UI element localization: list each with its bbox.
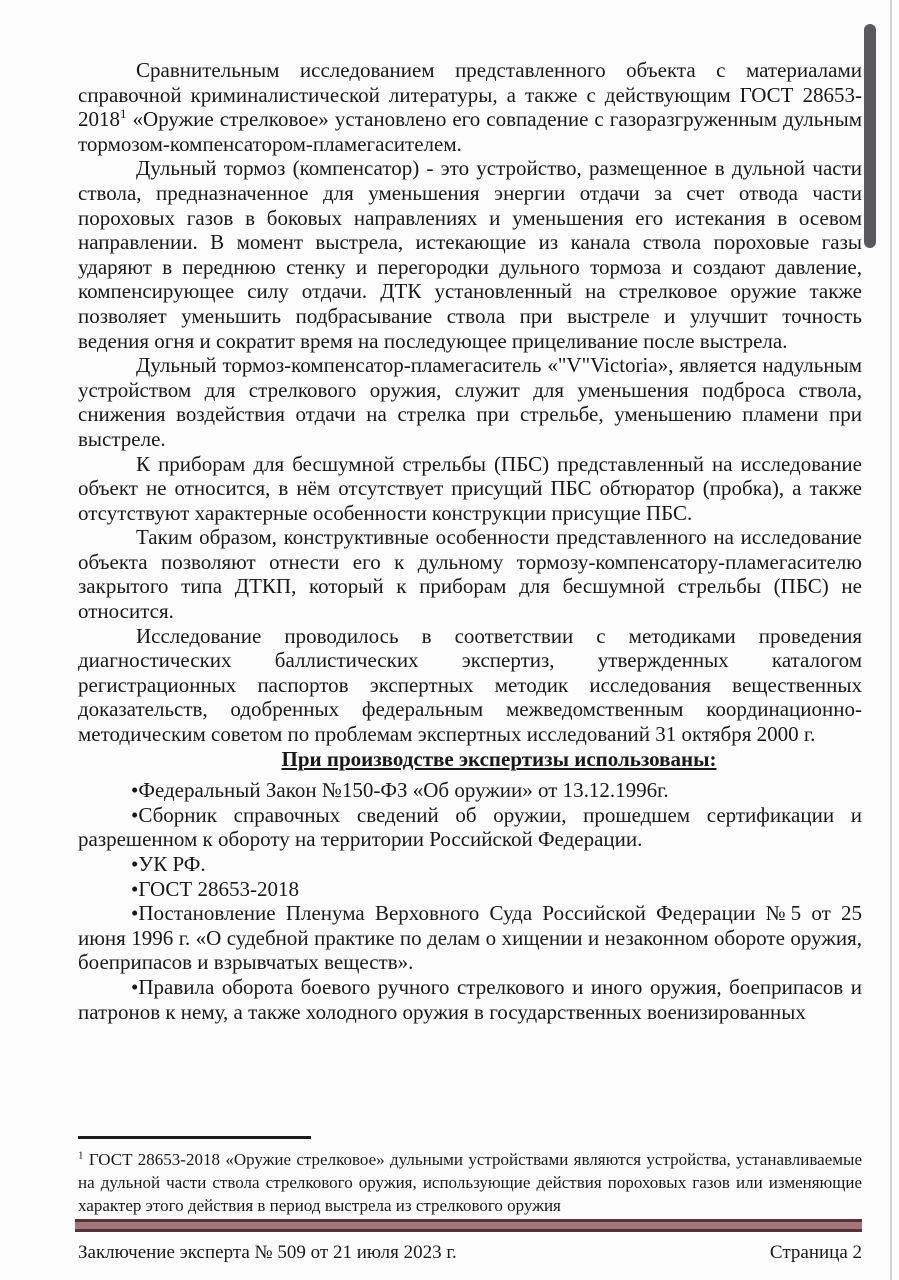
paragraph-pbs-exclusion: К приборам для бесшумной стрельбы (ПБС) представленный на исследование объект не относится, в нём отсутствует присущий ПБС обтюратор (пробка), а также отсутствуют характерные особенности конструкции присущие ПБС.	[78, 451, 862, 525]
paragraph-text: Сравнительным исследованием представленного объекта с материалами справочной криминалистической литературы, а также с действующим ГОСТ 28653-2018	[78, 58, 862, 132]
list-item-text: Сборник справочных сведений об оружии, прошедшем сертификации и разрешенном к обороту на территории Российской Федерации.	[78, 802, 862, 852]
sources-list	[78, 778, 862, 1024]
list-item-text: Постановление Пленума Верховного Суда Российской Федерации №5 от 25 июня 1996 г. «О судебной практике по делам о хищении и незаконном обороте оружия, боеприпасов и взрывчатых веществ».	[78, 901, 862, 975]
list-item-gost	[78, 877, 862, 902]
paragraph-methodology: Исследование проводилось в соответствии с методиками проведения диагностических баллистических экспертиз, утвержденных каталогом регистрационных паспортов экспертных методик исследования вещественных доказательств, одобренных федеральным межведомственным координационно-методическим советом по проблемам экспертных исследований 31 октября 2000 г.	[78, 623, 862, 747]
list-item-text: Правила оборота боевого ручного стрелкового и иного оружия, боеприпасов и патронов к нему, а также холодного оружия в государственных военизированных	[78, 974, 862, 1024]
paragraph-text: «Оружие стрелковое» установлено его совпадение с газоразгруженным дульным тормозом-компенсатором-пламегасителем.	[78, 107, 862, 156]
footnote-separator	[78, 1136, 311, 1139]
paragraph-comparative-research	[78, 58, 862, 156]
footnote	[78, 1148, 862, 1217]
list-item-federal-law	[78, 778, 862, 803]
list-item-text: УК РФ.	[138, 852, 206, 876]
list-item-reference-book	[78, 803, 862, 852]
list-item-criminal-code	[78, 852, 862, 877]
bullet-icon: •	[131, 974, 139, 999]
footnote-text: ГОСТ 28653-2018 «Оружие стрелковое» дульными устройствами являются устройства, устанавливаемые на дульной части ствола стрелкового оружия, использующие действия пороховых газов или изменяющие характер этого действия в период выстрела из стрелкового оружия	[78, 1150, 862, 1215]
bullet-icon: •	[131, 852, 139, 876]
paragraph-muzzle-brake-definition: Дульный тормоз (компенсатор) - это устройство, размещенное в дульной части ствола, предназначенное для уменьшения энергии отдачи за счет отвода части пороховых газов в боковых направлениях и уменьшения его истекания в осевом направлении. В момент выстрела, истекающие из канала ствола пороховые газы ударяют в переднюю стенку и перегородки дульного тормоза и создают давление, компенсирующее силу отдачи. ДТК установленный на стрелковое оружие также позволяет уменьшить подбрасывание ствола при выстреле и улучшит точность ведения огня и сократит время на последующее прицеливание после выстрела.	[78, 156, 862, 353]
list-item-circulation-rules	[78, 975, 862, 1024]
footnote-number: 1	[78, 1149, 84, 1162]
footnote-reference-mark: 1	[120, 106, 127, 122]
page-footer	[78, 1241, 862, 1265]
bullet-icon: •	[131, 778, 139, 803]
scrollbar-thumb[interactable]	[864, 24, 876, 248]
paragraph-conclusion-dtkp: Таким образом, конструктивные особенности представленного на исследование объекта позволяют отнести его к дульному тормозу-компенсатору-пламегасителю закрытого типа ДТКП, который к приборам для бесшумной стрельбы (ПБС) не относится.	[78, 525, 862, 624]
list-item-text: ГОСТ 28653-2018	[138, 876, 299, 901]
bullet-icon: •	[131, 876, 139, 901]
bullet-icon: •	[131, 802, 139, 827]
footer-divider-bar	[75, 1219, 862, 1232]
list-item-text: Федеральный Закон №150-ФЗ «Об оружии» от 13.12.1996г.	[138, 778, 669, 803]
list-item-supreme-court-ruling	[78, 901, 862, 975]
footer-page-number: Страница 2	[769, 1242, 862, 1263]
page-right-edge	[890, 0, 892, 1280]
footer-expert-report-label: Заключение эксперта № 509 от 21 июля 2023 г.	[78, 1242, 457, 1263]
sources-heading: При производстве экспертизы использованы:	[281, 746, 717, 771]
paragraph-victoria-device: Дульный тормоз-компенсатор-пламегаситель «"V"Victoria», является надульным устройством для стрелкового оружия, служит для уменьшения подброса ствола, снижения воздействия отдачи на стрелка при стрельбе, уменьшению пламени при выстреле.	[78, 353, 862, 451]
bullet-icon: •	[131, 901, 139, 926]
document-body	[78, 58, 862, 1024]
